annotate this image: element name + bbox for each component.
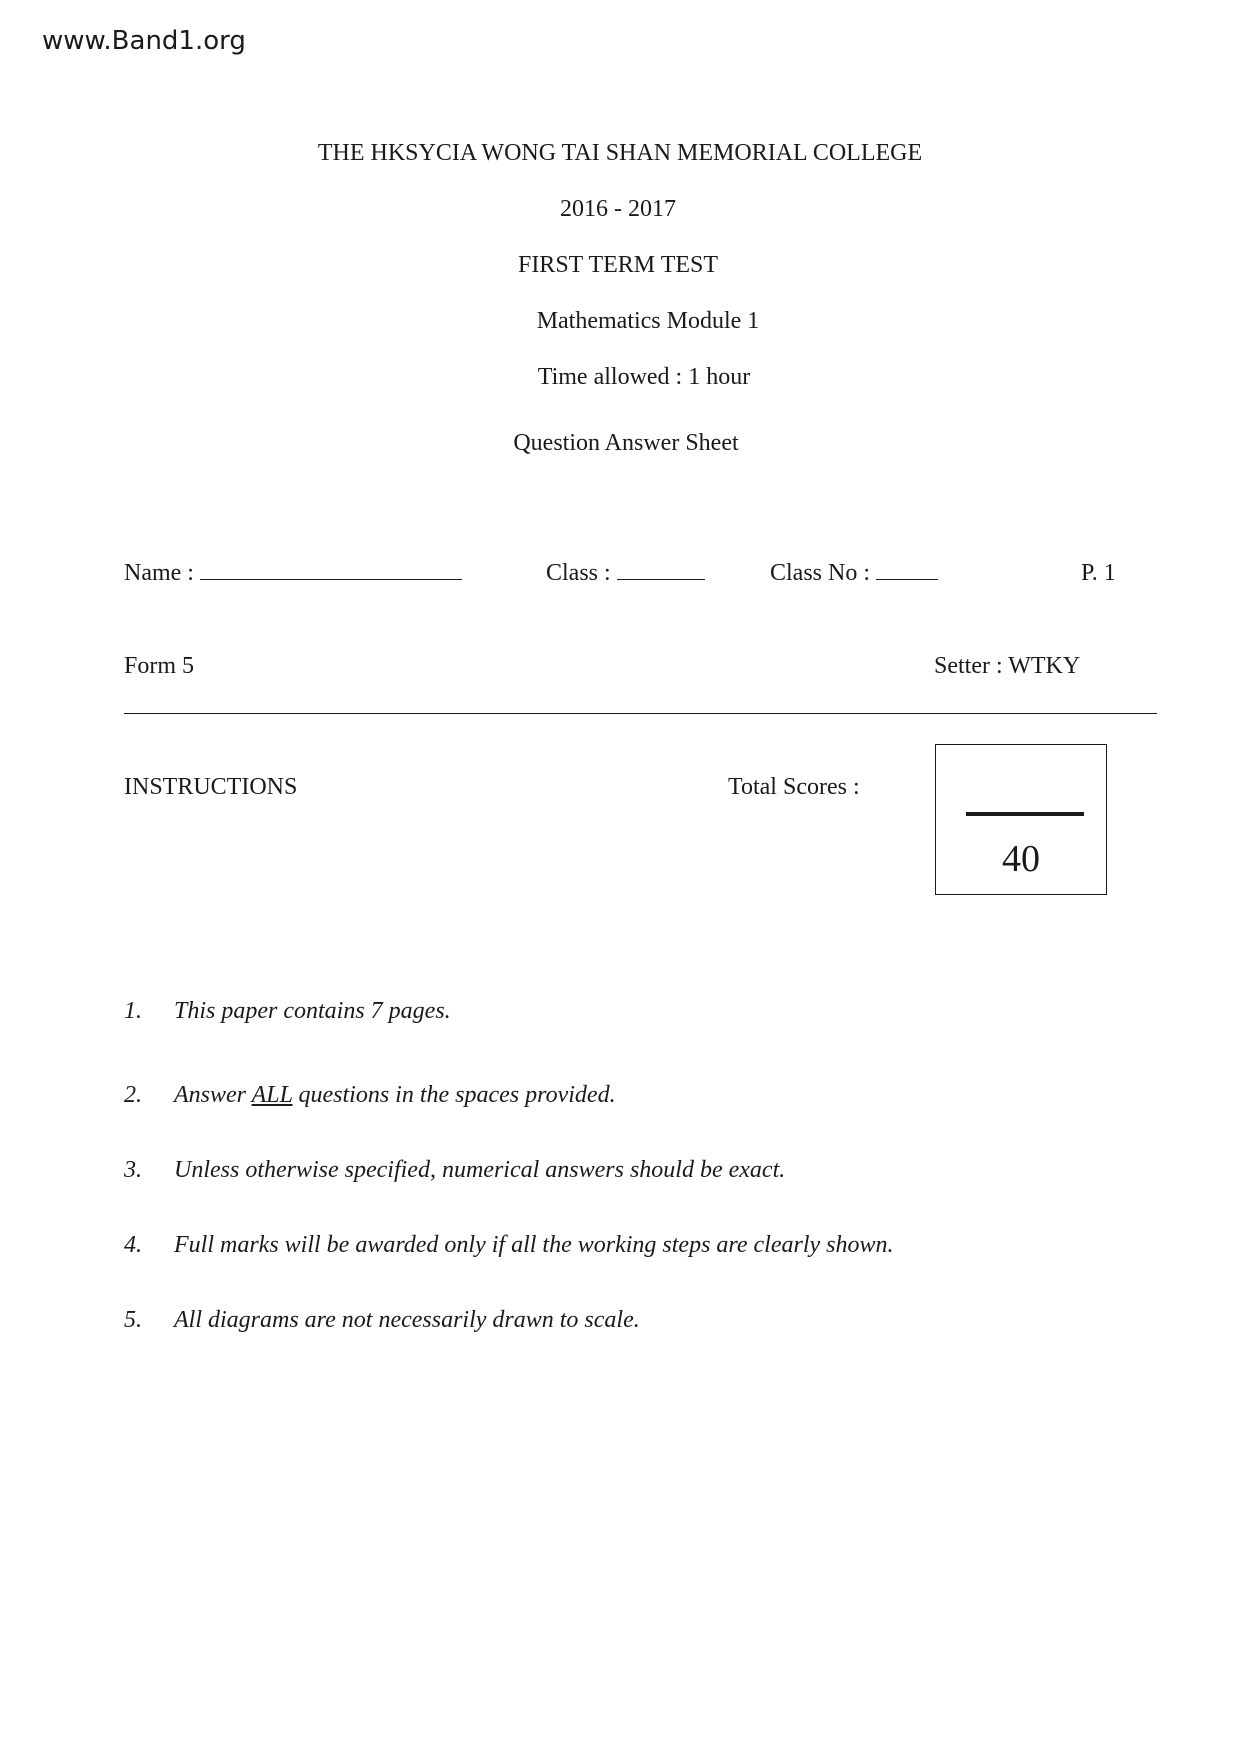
class-label: Class : — [546, 560, 611, 586]
class-no-field — [770, 560, 938, 587]
divider-line — [124, 713, 1157, 714]
instruction-item — [124, 1157, 785, 1184]
instruction-text: Full marks will be awarded only if all the working steps are clearly shown. — [174, 1232, 894, 1258]
score-box — [935, 744, 1107, 895]
instruction-text-pre: Answer — [174, 1082, 252, 1108]
setter: Setter : WTKY — [934, 653, 1081, 679]
instruction-emphasis: ALL — [251, 1082, 293, 1108]
sheet-title: Question Answer Sheet — [513, 430, 739, 456]
instruction-item — [124, 998, 451, 1025]
instruction-item — [124, 1232, 894, 1259]
form-level: Form 5 — [124, 653, 195, 679]
time-allowed: Time allowed : 1 hour — [537, 364, 751, 390]
class-blank — [617, 578, 705, 580]
instruction-number: 2. — [124, 1082, 142, 1108]
instruction-text: All diagrams are not necessarily drawn to scale. — [174, 1307, 640, 1333]
name-field — [124, 560, 462, 587]
watermark-url: www.Band1.org — [42, 26, 246, 56]
subject-title: Mathematics Module 1 — [536, 308, 760, 334]
instruction-number: 4. — [124, 1232, 142, 1258]
score-fraction-line — [966, 812, 1084, 816]
instructions-heading: INSTRUCTIONS — [124, 774, 298, 800]
instruction-text: This paper contains 7 pages. — [174, 998, 451, 1024]
instruction-number: 3. — [124, 1157, 142, 1183]
instruction-item — [124, 1307, 640, 1334]
class-field — [546, 560, 705, 587]
school-name: THE HKSYCIA WONG TAI SHAN MEMORIAL COLLEGE — [317, 140, 923, 166]
total-marks: 40 — [1002, 838, 1040, 880]
class-no-label: Class No : — [770, 560, 871, 586]
class-no-blank — [876, 578, 938, 580]
page-number: P. 1 — [1081, 560, 1116, 586]
total-scores-label: Total Scores : — [728, 774, 860, 800]
instruction-text-post: questions in the spaces provided. — [292, 1082, 616, 1108]
name-label: Name : — [124, 560, 194, 586]
test-title: FIRST TERM TEST — [517, 252, 719, 278]
instruction-number: 1. — [124, 998, 142, 1024]
instruction-item — [124, 1082, 616, 1109]
instruction-text: Unless otherwise specified, numerical answers should be exact. — [174, 1157, 786, 1183]
name-blank — [200, 578, 462, 580]
academic-year: 2016 - 2017 — [560, 196, 676, 222]
instruction-number: 5. — [124, 1307, 142, 1333]
